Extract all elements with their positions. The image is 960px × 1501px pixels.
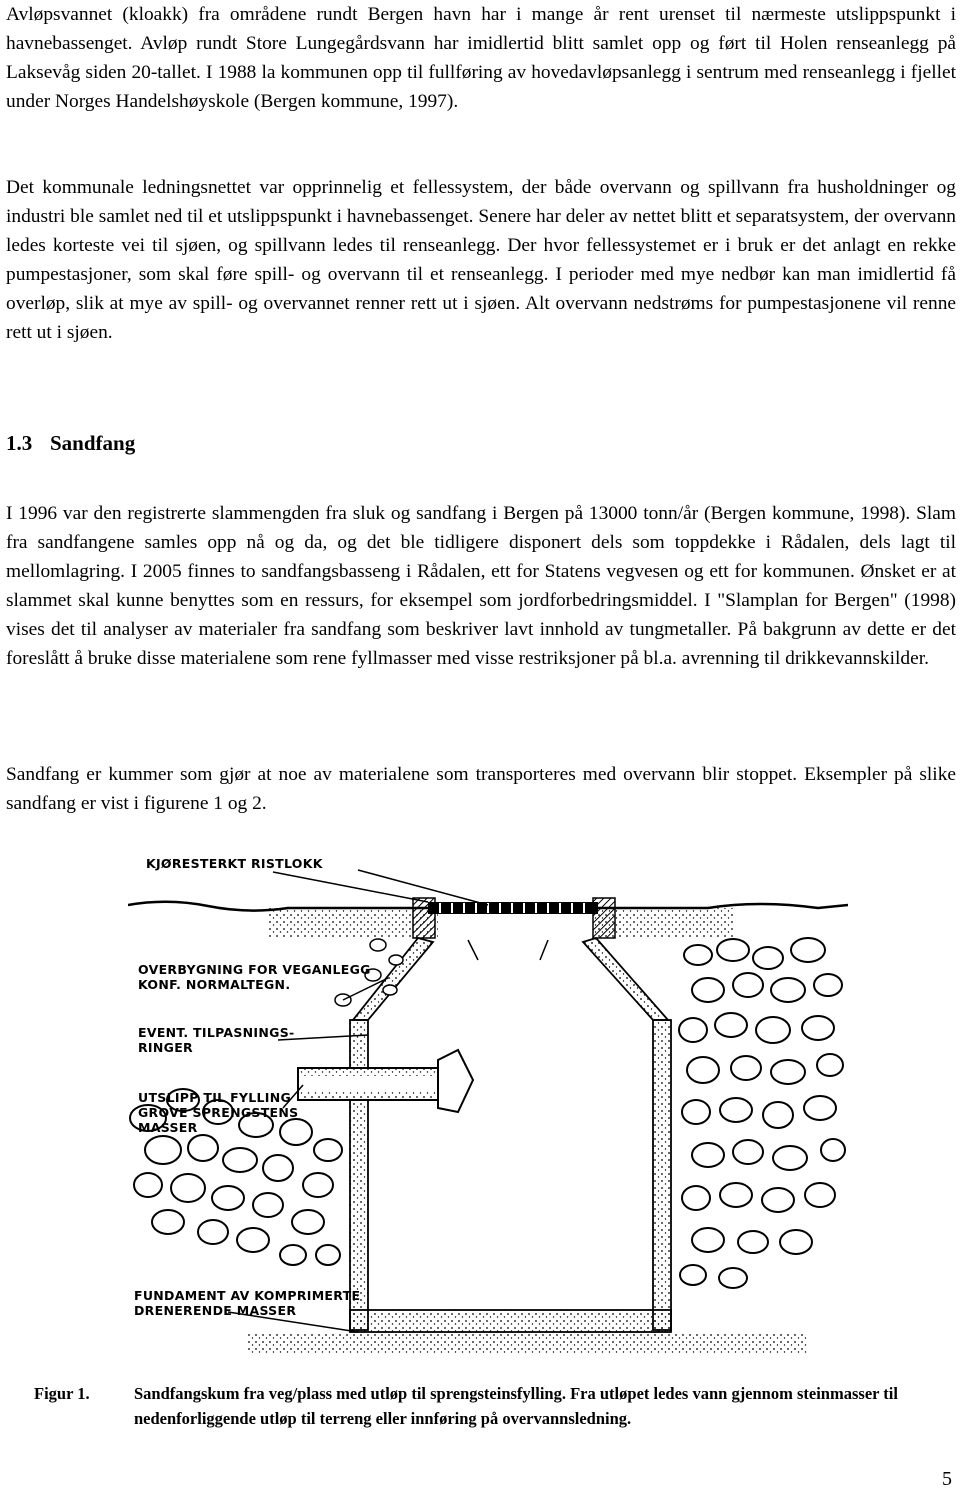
label-foundation-1: FUNDAMENT AV KOMPRIMERTE [134, 1288, 361, 1303]
page-number: 5 [942, 1468, 952, 1490]
label-outlet-1: UTSLIPP TIL FYLLING [138, 1090, 292, 1105]
section-heading [6, 428, 135, 458]
well-wall-left [350, 1020, 368, 1330]
cone-right [583, 938, 668, 1020]
paragraph-sewage-history: Avløpsvannet (kloakk) fra områdene rundt Bergen havn har i mange år rent urenset til nærmeste utslippspunkt i havnebassenget. Avløp rundt Store Lungegårdsvann har imidlertid blitt samlet opp og ført til Holen renseanlegg på Laksevåg siden 20-tallet. I 1988 la kommunen opp til fullføring av hovedavløpsanlegg i sentrum med renseanlegg i fjellet under Norges Handelshøyskole (Bergen kommune, 1997). [6, 4, 956, 112]
caption-label: Figur 1. [34, 1384, 90, 1403]
cone-left [353, 938, 433, 1020]
paragraph-sewer-network: Det kommunale ledningsnettet var opprinnelig et fellessystem, der både overvann og spillvann fra husholdninger og industri ble samlet ned til et utslippspunkt i havnebassenget. Senere har deler av nettet blitt et separatsystem, der overvann ledes korteste vei til sjøen, og spillvann ledes til renseanlegg. Der hvor fellessystemet er i bruk er det anlagt en rekke pumpestasjoner, som skal føre spill- og overvann til et renseanlegg. I perioder med mye nedbør kan man imidlertid få overløp, slik at mye av spill- og overvannet renner rett ut i sjøen. Alt overvann nedstrøms for pumpestasjonene vil renne rett ut i sjøen. [6, 177, 956, 343]
well-wall-right [653, 1020, 671, 1330]
label-road-2: KONF. NORMALTEGN. [138, 977, 291, 992]
sandfang-diagram [128, 850, 848, 1360]
label-grate: KJØRESTERKT RISTLOKK [146, 856, 323, 871]
paragraph-sandfang-definition: Sandfang er kummer som gjør at noe av materialene som transporteres med overvann blir stoppet. Eksempler på slike sandfang er vist i figurene 1 og 2. [6, 764, 956, 814]
outlet-hood [438, 1050, 473, 1112]
label-foundation-2: DRENERENDE MASSER [134, 1303, 297, 1318]
label-outlet-2: GROVE SPRENGSTENS [138, 1105, 299, 1120]
caption-text: Sandfangskum fra veg/plass med utløp til sprengsteinsfylling. Fra utløpet ledes vann gjennom steinmasser til nedenforliggende utløp til terreng eller innføring på overvannsledning. [134, 1384, 898, 1428]
paragraph-sludge-amounts: I 1996 var den registrerte slammengden fra sluk og sandfang i Bergen på 13000 tonn/år (Bergen kommune, 1998). Slam fra sandfangene samles opp nå og da, og det ble tidligere disponert dels som toppdekke i Rådalen, dels lagt til mellomlagring. I 2005 finnes to sandfangsbasseng i Rådalen, ett for Statens vegvesen og ett for kommunen. Ønsket er at slammet skal kunne benyttes som en ressurs, for eksempel som jordforbedringsmiddel. I "Slamplan for Bergen" (1998) vises det til analyser av materialer fra sandfang som beskriver lavt innhold av tungmetaller. På bakgrunn av dette er det foreslått å bruke disse materialene som rene fyllmasser med visse restriksjoner på bl.a. avrenning til drikkevannskilder. [6, 503, 956, 669]
stones-right [679, 938, 845, 1288]
label-road-1: OVERBYGNING FOR VEGANLEGG [138, 962, 371, 977]
well-bottom [350, 1310, 671, 1332]
label-rings-1: EVENT. TILPASNINGS- [138, 1025, 295, 1040]
label-outlet-3: MASSER [138, 1120, 198, 1135]
section-title: Sandfang [50, 431, 136, 455]
section-number: 1.3 [6, 431, 33, 455]
foundation-layer [248, 1332, 808, 1354]
label-rings-2: RINGER [138, 1040, 193, 1055]
